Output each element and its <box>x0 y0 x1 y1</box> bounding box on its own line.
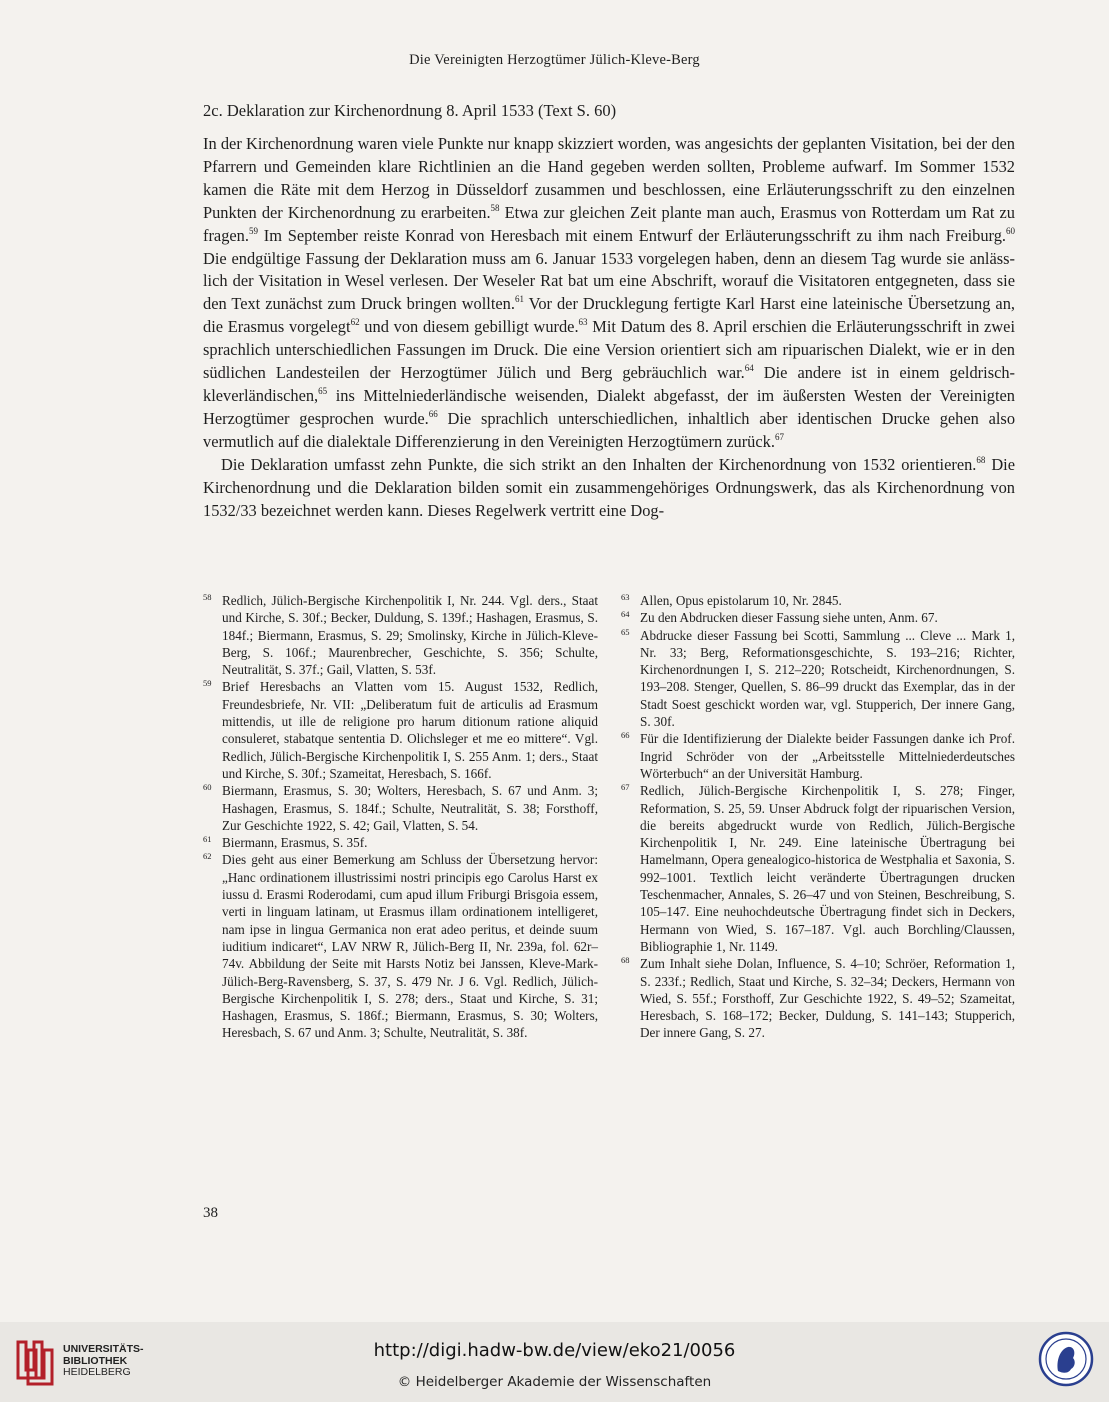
footnote-number: 66 <box>621 730 630 741</box>
footnote <box>203 782 598 834</box>
footnote <box>203 592 598 678</box>
footnote-ref[interactable]: 60 <box>1006 225 1015 236</box>
footnote-text: Redlich, Jülich-Bergische Kirchenpolitik I, Nr. 244. Vgl. ders., Staat und Kirche, S. 30f.; Becker, Duldung, S. 139f.; Hashagen, Erasmus, S. 184f.; Biermann, Erasmus, S. 29; Smolinsky, Kirche in Jülich-Kleve-Berg, S. 106f.; Maurenbrecher, Geschichte, S. 356; Schulte, Neutralität, S. 37f.; Gail, Vlatten, S. 53f. <box>222 593 598 678</box>
footnote-number: 63 <box>621 592 630 602</box>
footnote-number: 58 <box>203 592 212 602</box>
footnote-number: 59 <box>203 678 212 689</box>
footnote-text: Zum Inhalt siehe Dolan, Influence, S. 4–10; Schröer, Reformation 1, S. 233f.; Redlich, Staat und Kirche, S. 32–34; Deckers, Hermann von Wied, S. 55f.; Forsthoff, Zur Geschichte 1922, S. 49–52; Szameitat, Heresbach, S. 168–172; Becker, Duldung, S. 141–143; Stupperich, Der innere Gang, S. 27. <box>640 956 1015 1041</box>
footnote-text: Abdrucke dieser Fassung bei Scotti, Sammlung ... Cleve ... Mark 1, Nr. 33; Berg, Reformationsgeschichte, S. 193–216; Richter, Kirchenordnungen I, S. 212–220; Rotscheidt, Kirchenordnungen, S. 193–208. Stenger, Quellen, S. 86–99 druckt das Exemplar, das in der Stadt Soest geschickt worden war, vgl. Stupperich, Der innere Gang, S. 30f. <box>640 627 1015 730</box>
footnote-number: 64 <box>621 609 630 620</box>
footnote-number: 65 <box>621 626 630 637</box>
footnote-ref[interactable]: 59 <box>248 225 258 236</box>
academy-seal-icon <box>1038 1331 1094 1387</box>
footnote <box>621 730 1015 782</box>
footnotes-right-column <box>621 592 1015 1042</box>
footnote-number: 68 <box>621 955 630 966</box>
footnote-number: 61 <box>203 834 212 845</box>
footnote <box>621 782 1015 955</box>
body-text <box>203 133 1015 522</box>
copyright-notice: © Heidelberger Akademie der Wissenschaften <box>397 1374 712 1390</box>
footnotes-left-column <box>203 592 598 1042</box>
footnote <box>621 627 1015 731</box>
footnote-number: 60 <box>203 782 212 793</box>
footnote <box>203 678 598 782</box>
footnote <box>621 609 1015 626</box>
page-number: 38 <box>203 1205 218 1221</box>
footnote-number: 67 <box>621 782 630 793</box>
footnote-ref[interactable]: 58 <box>490 202 500 213</box>
paragraph-1: In der Kirchenordnung waren viele Punkte nur knapp skizziert worden, was angesichts der geplanten Visitation, bei der den Pfarrern und Gemeinden klare Richtlinien an die Hand gegeben werden sollten, Probleme aufwarf. Im Sommer 1532 kamen die Räte mit dem Herzog in Düsseldorf zusammen und beschlossen, eine Erläuterungsschrift zu den einzelnen Punkten der Kirchenordnung zu erarbeiten.$^{58}$ Etwa zur gleichen Zeit plante man auch, Erasmus von Rotterdam um Rat zu fragen.$^{59}$ Im September reiste Konrad von Heresbach mit einem Entwurf der Erläuterungsschrift zu ihm nach Freiburg.$^{60}$ Die endgültige Fassung der Deklaration muss am 6. Januar 1533 vorgelegen haben, denn an diesem Tag wurde sie anlässlich der Visitation in Wesel verlesen. Der Weseler Rat bat um eine Abschrift, worauf die Visitatoren entgegneten, dass sie den Text zunächst zum Druck bringen wollten.$^{61}$ Vor der Drucklegung fertigte Karl Harst eine lateinische Übersetzung an, die Erasmus vorgelegt$^{62}$ und von diesem gebilligt wurde.$^{63}$ Mit Datum des 8. April erschien die Erläuterungsschrift in zwei sprachlich unterschiedlichen Fassungen im Druck. Die eine Version orientiert sich am ripuarischen Dialekt, wie er in den südlichen Landesteilen der Herzogtümer Jülich und Berg gebräuchlich war.$^{64}$ Die andere ist in einem geldrisch-kleverländischen,$^{65}$ ins Mittelniederländische weisenden, Dialekt abgefasst, der im äußersten Westen der Vereinigten Herzogtümer gesprochen wurde.$^{66}$ Die sprachlich unterschiedlichen, inhaltlich aber identischen Drucke gehen also vermutlich auf die dialektale Differenzierung in den Vereinigten Herzogtümern zurück.$^{67}$ <box>203 134 1016 451</box>
footnote <box>621 592 1015 609</box>
paragraph-2: Die Deklaration umfasst zehn Punkte, die sich strikt an den Inhalten der Kirchenordnung von 1532 orientieren.$^{68}$ Die Kirchenordnung und die Deklaration bilden somit ein zusammengehöriges Ordnungswerk, das als Kirchenordnung von 1532/33 bezeichnet werden kann. Dieses Regelwerk vertritt eine Dog- <box>203 454 1015 520</box>
footnote-ref[interactable]: 62 <box>350 317 360 328</box>
footnote-text: Für die Identifizierung der Dialekte beider Fassungen danke ich Prof. Ingrid Schröder von der „Arbeitsstelle Mittelniederdeutsches Wörterbuch“ an der Universität Hamburg. <box>640 731 1015 781</box>
footnote-ref[interactable]: 61 <box>514 294 524 305</box>
footnote-ref[interactable]: 67 <box>774 431 784 442</box>
footnote-ref[interactable]: 65 <box>318 385 328 396</box>
section-heading: 2c. Deklaration zur Kirchenordnung 8. April 1533 (Text S. 60) <box>203 101 617 120</box>
footnote <box>203 834 598 851</box>
footnote-ref[interactable]: 64 <box>744 363 754 374</box>
footnote-ref[interactable]: 66 <box>428 408 438 419</box>
footnote-text: Brief Heresbachs an Vlatten vom 15. August 1532, Redlich, Freundesbriefe, Nr. VII: „Deliberatum fuit de articulis ad Erasmum mittendis, ut ille de religione pro harum ditionum ratione aliquid consuleret, stabatque sententia D. Olichsleger et me eo mittere“. Vgl. Redlich, Jülich-Bergische Kirchenpolitik I, S. 255 Anm. 1; ders., Staat und Kirche, S. 30f.; Szameitat, Heresbach, S. 166f. <box>222 679 598 781</box>
footnote <box>621 955 1015 1041</box>
footnote-number: 62 <box>203 851 212 862</box>
footnote-text: Allen, Opus epistolarum 10, Nr. 2845. <box>640 593 842 608</box>
footnote-text: Redlich, Jülich-Bergische Kirchenpolitik I, S. 278; Finger, Reformation, S. 25, 59. Unser Abdruck folgt der ripuarischen Version, die bereits abgedruckt wurde von Redlich, Jülich-Bergische Kirchenpolitik I, Nr. 249. Eine lateinische Übertragung bei Hamelmann, Opera genealogico-historica de Westphalia et Saxonia, S. 992–1001. Textlich leicht veränderte Übertragungen drucken Teschenmacher, Annales, S. 26–47 und von Steinen, Beschreibung, S. 105–147. Eine neuhochdeutsche Übertragung findet sich in Deckers, Hermann von Wied, S. 167–187. Vgl. auch Borchling/Claussen, Bibliographie 1, Nr. 1149. <box>640 783 1015 954</box>
footnote-text: Biermann, Erasmus, S. 35f. <box>222 835 368 851</box>
footnote-text: Biermann, Erasmus, S. 30; Wolters, Heresbach, S. 67 und Anm. 3; Hashagen, Erasmus, S. 184f.; Schulte, Neutralität, S. 38; Forsthoff, Zur Geschichte 1922, S. 42; Gail, Vlatten, S. 54. <box>222 783 598 833</box>
footer-bar <box>0 1322 1109 1402</box>
university-library-name: UNIVERSITÄTS- BIBLIOTHEK HEIDELBERG <box>63 1343 144 1378</box>
footnote <box>203 851 598 1041</box>
footnote-ref[interactable]: 68 <box>976 454 986 465</box>
footnote-text: Zu den Abdrucken dieser Fassung siehe unten, Anm. 67. <box>640 610 938 626</box>
footnote-ref[interactable]: 63 <box>578 317 588 328</box>
permalink-url[interactable]: http://digi.hadw-bw.de/view/eko21/0056 <box>373 1340 736 1361</box>
footnote-text: Dies geht aus einer Bemerkung am Schluss der Übersetzung hervor: „Hanc ordinationem illustrissimi nostri principis ego Carolus Harst ex iussu d. Erasmi Roderodami, cum apud illum Friburgi Brisgoia essem, verti in linguam latinam, ut Erasmus illam ordinationem intelligeret, nam ipse in lingua Germanica non erat adeo peritus, et deinde suum iuditium indicaret“, LAV NRW R, Jülich-Berg II, Nr. 239a, fol. 62r–74v. Abbildung der Seite mit Harsts Notiz bei Janssen, Kleve-Mark-Jülich-Berg-Ravensberg, S. 37, S. 479 Nr. J 6. Vgl. Redlich, Jülich-Bergische Kirchenpolitik I, S. 278; ders., Staat und Kirche, S. 31; Hashagen, Erasmus, S. 186f.; Biermann, Erasmus, S. 30; Wolters, Heresbach, S. 67 und Anm. 3; Schulte, Neutralität, S. 38f. <box>222 852 598 1041</box>
running-head: Die Vereinigten Herzogtümer Jülich-Kleve-Berg <box>409 52 700 68</box>
